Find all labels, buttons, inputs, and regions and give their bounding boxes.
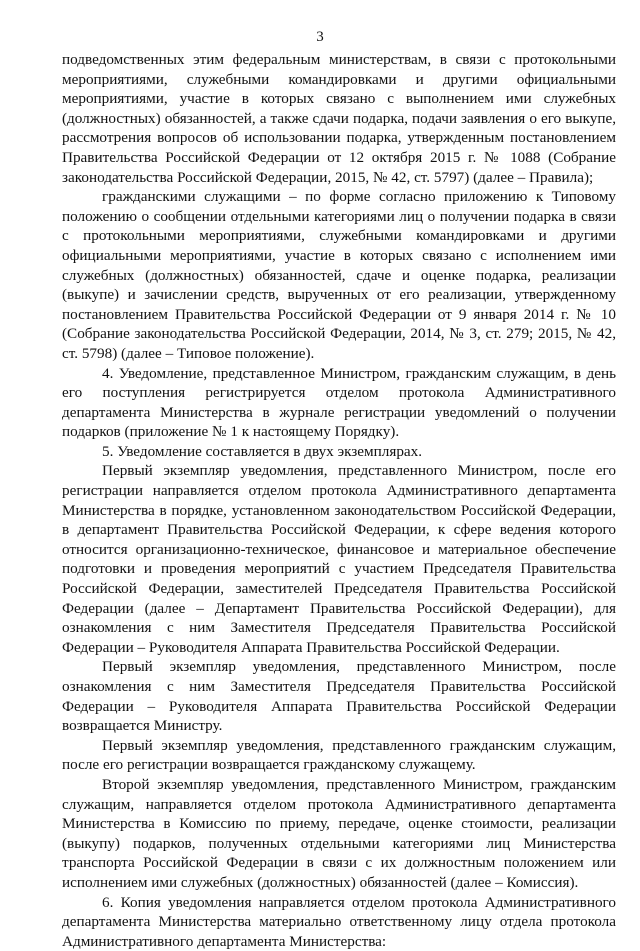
paragraph-rules-continuation: подведомственных этим федеральным министерствам, в связи с протокольными мероприятиями, служебными командировками и другими официальными мероприятиями, участие в которых связано с выполнением ими служебных (должностных) обязанностей, а также сдачи подарка, подачи заявления о его выкупе, рассмотрения вопросов об использовании подарка, утвержденным постановлением Правительства Российской Федерации от 12 октября 2015 г. № 1088 (Собрание законодательства Российской Федерации, 2015, № 42, ст. 5797) (далее – Правила); [62,51,616,186]
paragraph-item-6-copy: 6. Копия уведомления направляется отделом протокола Административного департамента Министерства материально ответственному лицу отдела протокола Административного департамента Министерства: [62,893,616,950]
paragraph-civil-servants-form: гражданскими служащими – по форме согласно приложению к Типовому положению о сообщении отдельными категориями лиц о получении подарка в связи с протокольными мероприятиями, служебными командировками и другими официальными мероприятиями, участие в которых связано с исполнением ими служебных (должностных) обязанностей, сдаче и оценке подарка, реализации (выкупе) и зачислении средств, вырученных от его реализации, утвержденному постановлением Правительства Российской Федерации от 9 января 2014 г. № 10 (Собрание законодательства Российской Федерации, 2014, № 3, ст. 279; 2015, № 42, ст. 5798) (далее – Типовое положение). [62,188,616,362]
page-number: 3 [316,29,324,45]
paragraph-first-copy-civil-servant: Первый экземпляр уведомления, представленного гражданским служащим, после его регистрации возвращается гражданскому служащему. [62,736,616,774]
document-body [62,50,616,951]
paragraph-second-copy-commission: Второй экземпляр уведомления, представленного Министром, гражданским служащим, направляется отделом протокола Административного департамента Министерства в Комиссию по приему, передаче, оценке стоимости, реализации (выкупу) подарков, полученных отдельными категориями лиц Министерства транспорта Российской Федерации в связи с их должностным положением или исполнением ими служебных (должностных) обязанностей (далее – Комиссия). [62,775,616,891]
paragraph-item-5-two-copies: 5. Уведомление составляется в двух экземплярах. [102,442,423,460]
paragraph-item-4-registration: 4. Уведомление, представленное Министром, гражданским служащим, в день его поступления регистрируется отделом протокола Административного департамента Министерства в журнале регистрации уведомлений о получении подарков (приложение № 1 к настоящему Порядку). [62,364,616,441]
paragraph-first-copy-minister: Первый экземпляр уведомления, представленного Министром, после его регистрации направляется отделом протокола Административного департамента Министерства в порядке, установленном законодательством Российской Федерации, в департамент Правительства Российской Федерации, к сфере ведения которого относится организационно-техническое, финансовое и материальное обеспечение подготовки и проведения мероприятий с участием Председателя Правительства Российской Федерации, заместителей Председателя Правительства Российской Федерации (далее – Департамент Правительства Российской Федерации), для ознакомления с ним Заместителя Председателя Правительства Российской Федерации – Руководителя Аппарата Правительства Российской Федерации. [62,462,616,656]
paragraph-first-copy-return-minister: Первый экземпляр уведомления, представленного Министром, после ознакомления с ним Заместителя Председателя Правительства Российской Федерации – Руководителя Аппарата Правительства Российской Федерации возвращается Министру. [62,658,616,735]
